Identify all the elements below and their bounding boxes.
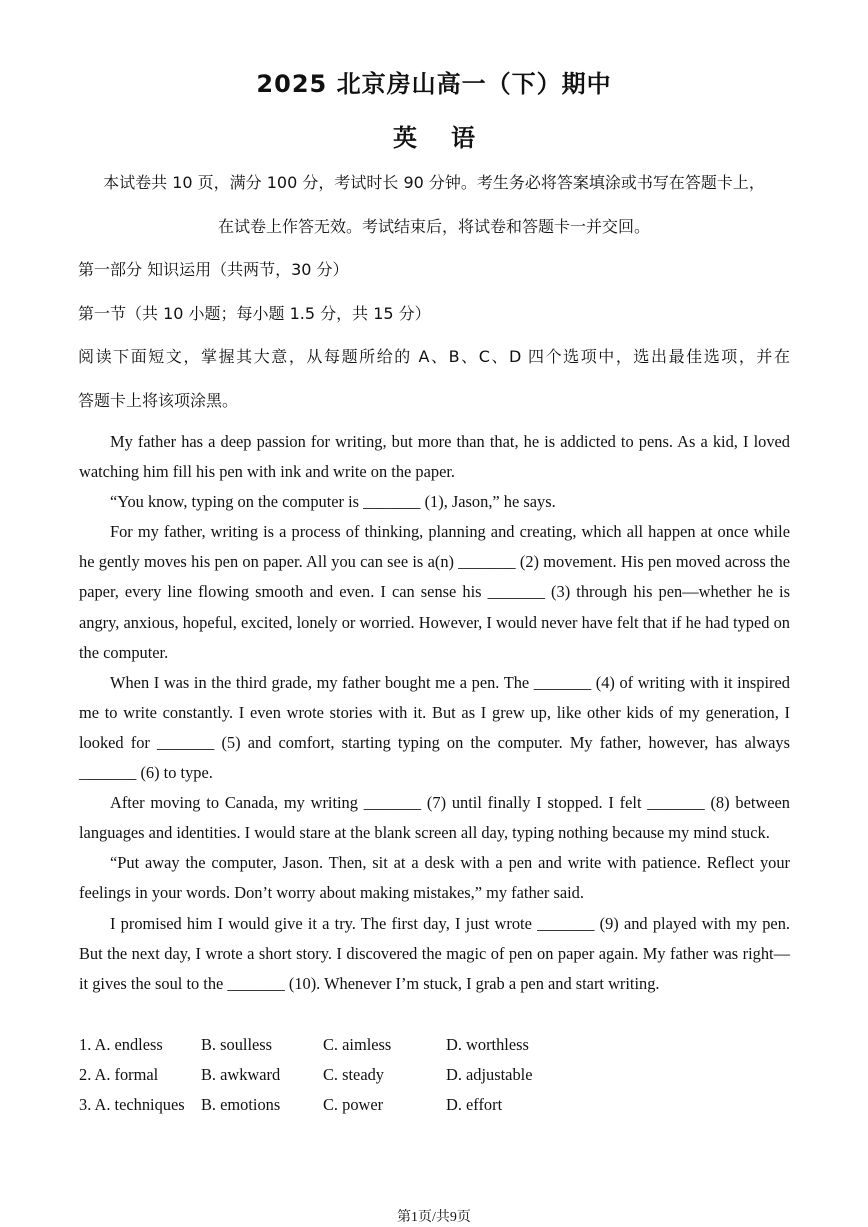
question-row <box>79 1060 790 1090</box>
option-b: B. awkward <box>201 1065 281 1085</box>
page-number: 第1页/共9页 <box>397 1210 471 1225</box>
option-a: 1. A. endless <box>79 1035 163 1054</box>
passage-paragraph: My father has a deep passion for writing, but more than that, he is addicted to pens. As a kid, I loved watching him fill his pen with ink and write on the paper. <box>79 432 790 482</box>
option-c: C. aimless <box>323 1035 392 1054</box>
passage-paragraph: “You know, typing on the computer is _______ (1), Jason,” he says. <box>110 492 556 512</box>
option-d: D. effort <box>446 1095 503 1115</box>
instructions-line-2: 在试卷上作答无效。考试结束后，将试卷和答题卡一并交回。 <box>217 217 650 236</box>
question-row <box>79 1030 790 1060</box>
option-d: D. adjustable <box>446 1065 533 1085</box>
directions-line-1: 阅读下面短文，掌握其大意，从每题所给的 A、B、C、D 四个选项中，选出最佳选项，并在 <box>78 347 790 366</box>
passage-paragraph: For my father, writing is a process of thinking, planning and creating, which all happen at once while he gently moves his pen on paper. All you can see is a(n) _______ (2) movement. His pen moved across the paper, every line flowing smooth and even. I can sense his _______ (3) through his pen—whether he is angry, anxious, hopeful, excited, lonely or worried. However, I would never have felt that if he had typed on the computer. <box>79 522 790 662</box>
passage-paragraph: After moving to Canada, my writing _______ (7) until finally I stopped. I felt _______ (8) between languages and identities. I would stare at the blank screen all day, typing nothing because my mind stuck. <box>79 793 790 843</box>
cloze-passage <box>79 427 790 999</box>
passage-paragraph: I promised him I would give it a try. The first day, I just wrote _______ (9) and played with my pen. But the next day, I wrote a short story. I discovered the magic of pen on paper again. My father was right—it gives the soul to the _______ (10). Whenever I’m stuck, I grab a pen and start writing. <box>79 913 790 993</box>
option-d: D. worthless <box>446 1035 529 1054</box>
option-b: B. soulless <box>201 1035 273 1054</box>
instructions-line-1: 本试卷共 10 页，满分 100 分，考试时长 90 分钟。考生务必将答案填涂或书写在答题卡上， <box>103 173 765 192</box>
section-heading: 第一节（共 10 小题；每小题 1.5 分，共 15 分） <box>78 304 431 323</box>
directions-line-2: 答题卡上将该项涂黑。 <box>78 391 239 410</box>
passage-paragraph: “Put away the computer, Jason. Then, sit at a desk with a pen and write with patience. Reflect your feelings in your words. Don’t worry about making mistakes,” my father said. <box>79 853 790 903</box>
question-row <box>79 1090 790 1120</box>
part-heading: 第一部分 知识运用（共两节，30 分） <box>78 260 349 279</box>
exam-title: 2025 北京房山高一（下）期中 <box>256 70 612 98</box>
option-c: C. steady <box>323 1065 385 1085</box>
subject-title: 英语 <box>393 124 509 152</box>
passage-paragraph: When I was in the third grade, my father bought me a pen. The _______ (4) of writing with it inspired me to write constantly. I even wrote stories with it. But as I grew up, like other kids of my generation, I looked for _______ (5) and comfort, starting typing on the computer. My father, however, has always _______ (6) to type. <box>79 672 790 783</box>
option-b: B. emotions <box>201 1095 281 1115</box>
question-options <box>79 1030 790 1120</box>
option-a: 2. A. formal <box>79 1065 159 1085</box>
option-a: 3. A. techniques <box>79 1095 185 1115</box>
option-c: C. power <box>323 1095 384 1115</box>
